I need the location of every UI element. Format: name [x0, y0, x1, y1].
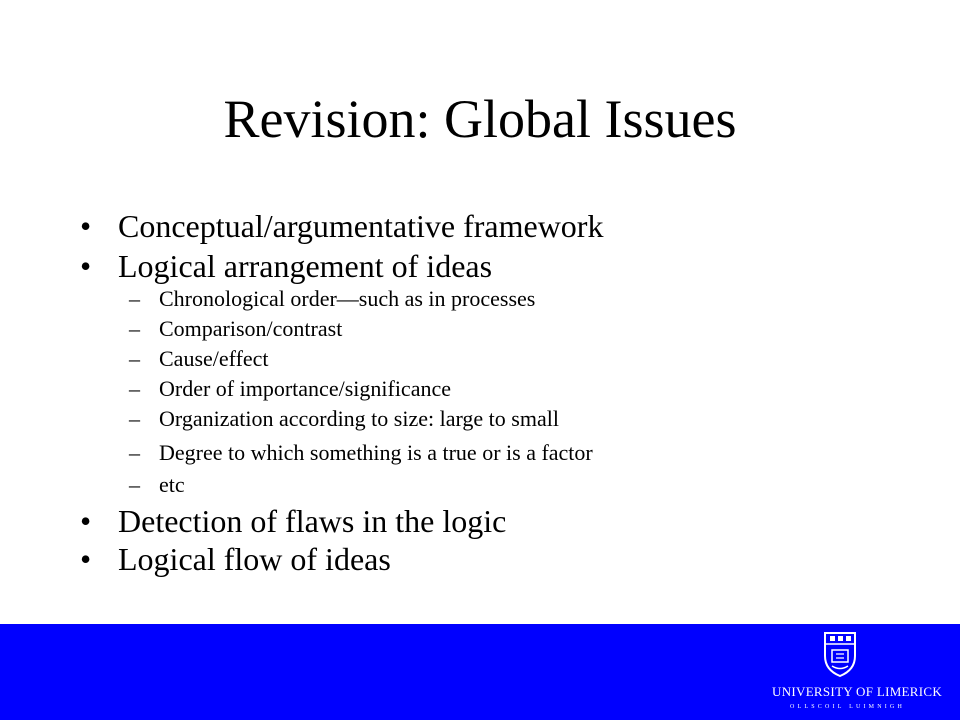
sub-text: Comparison/contrast — [159, 316, 343, 341]
bullet-item — [80, 505, 506, 537]
sub-text: Organization according to size: large to small — [159, 406, 559, 431]
sub-item — [129, 288, 535, 310]
bullet-text: Logical flow of ideas — [118, 541, 391, 577]
bullet-marker: • — [80, 208, 92, 244]
sub-marker: – — [129, 472, 140, 497]
logo-subtitle: OLLSCOIL LUIMNIGH — [790, 704, 906, 710]
sub-marker: – — [129, 376, 140, 401]
sub-text: Chronological order—such as in processes — [159, 286, 536, 311]
bullet-text: Detection of flaws in the logic — [118, 503, 507, 539]
sub-marker: – — [129, 286, 140, 311]
university-logo — [760, 624, 960, 720]
sub-item — [129, 348, 269, 370]
sub-item — [129, 474, 185, 496]
sub-text: Cause/effect — [159, 346, 269, 371]
sub-marker: – — [129, 346, 140, 371]
sub-marker: – — [129, 440, 140, 465]
bullet-marker: • — [80, 248, 92, 284]
bullet-item — [80, 250, 492, 282]
sub-text: etc — [159, 472, 185, 497]
sub-item — [129, 318, 342, 340]
sub-marker: – — [129, 406, 140, 431]
slide-title: Revision: Global Issues — [223, 89, 737, 149]
footer-bar — [0, 624, 960, 720]
bullet-marker: • — [80, 541, 92, 577]
bullet-text: Conceptual/argumentative framework — [118, 208, 604, 244]
sub-item — [129, 408, 559, 430]
sub-text: Degree to which something is a true or is a factor — [159, 440, 593, 465]
logo-wordmark: UNIVERSITY OF LIMERICK — [772, 684, 943, 699]
bullet-text: Logical arrangement of ideas — [118, 248, 493, 284]
bullet-item — [80, 543, 391, 575]
bullet-marker: • — [80, 503, 92, 539]
sub-item — [129, 378, 451, 400]
sub-text: Order of importance/significance — [159, 376, 451, 401]
sub-marker: – — [129, 316, 140, 341]
bullet-item — [80, 210, 603, 242]
sub-item — [129, 442, 593, 464]
university-crest-icon — [822, 630, 858, 678]
